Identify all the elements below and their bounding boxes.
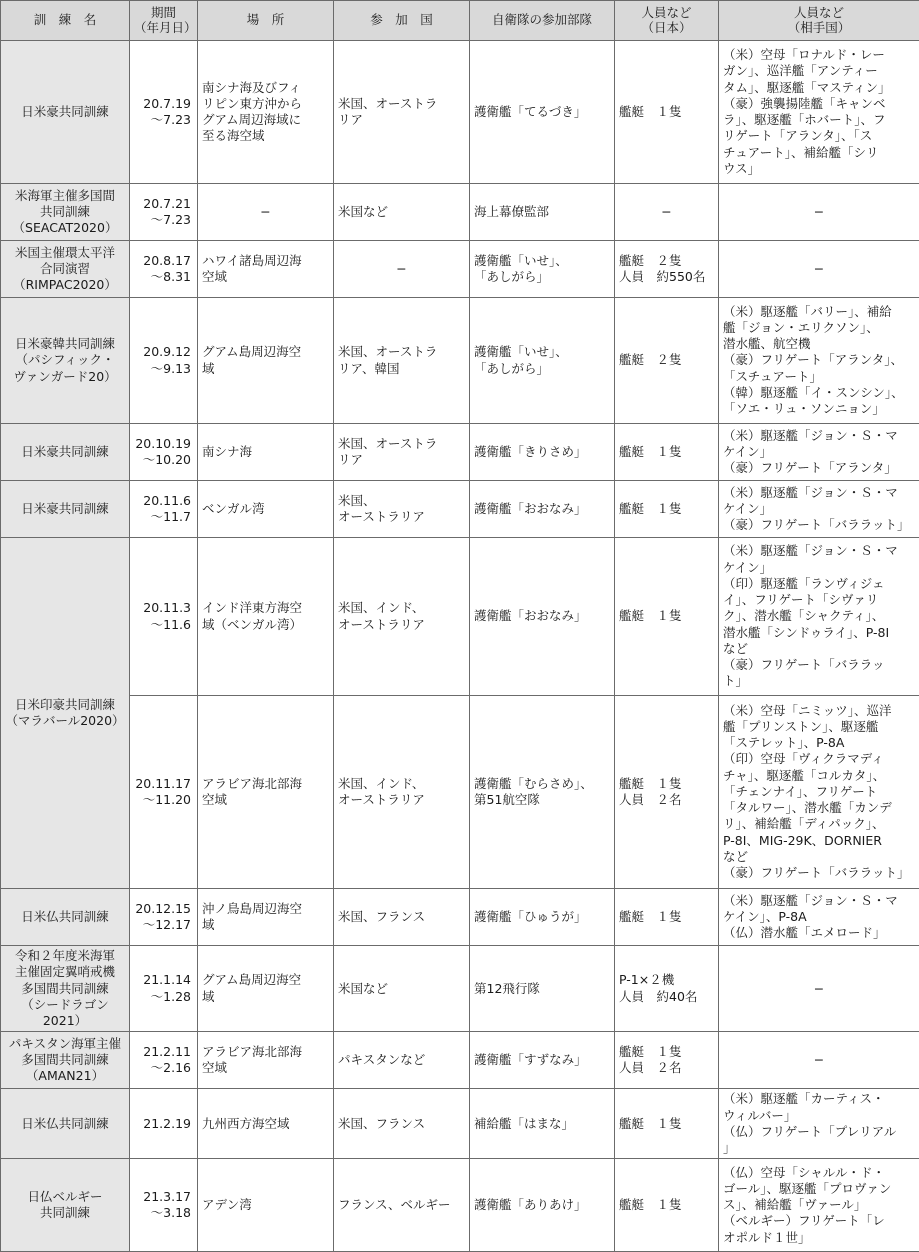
cell-line: 護衛艦「むらさめ」、 <box>474 775 593 791</box>
cell-line: − <box>396 260 407 276</box>
cell-line: 潜水艦「シンドゥライ」、P-8I <box>723 624 890 640</box>
cell-period <box>130 241 198 298</box>
cell-line: 20.8.17 <box>143 252 191 268</box>
cell-line: ラ」、駆逐艦「ホバート」、フ <box>723 112 886 127</box>
table-row <box>1 1032 919 1089</box>
table-body <box>1 41 919 1252</box>
cell-line: 20.11.17 <box>135 775 191 791</box>
cell-line: （米）空母「ロナルド・レー <box>723 47 885 62</box>
cell-line: 日米豪韓共同訓練 <box>14 336 115 352</box>
cell-line: 域 <box>202 988 215 1004</box>
cell-line: 日米仏共同訓練 <box>21 1115 109 1131</box>
cell-countries <box>334 298 470 424</box>
cell-line: アラビア海北部海 <box>202 1044 303 1059</box>
cell-personnel-japan <box>615 696 719 889</box>
cell-line: 護衛艦「すずなみ」 <box>474 1052 587 1068</box>
cell-line: （米）駆逐艦「カーティス・ <box>723 1091 885 1107</box>
cell-line: 「ステレット」、P-8A <box>723 735 845 751</box>
cell-line: 20.7.19 <box>143 95 191 111</box>
cell-line: （AMAN21） <box>25 1068 105 1084</box>
cell-line: （豪）フリゲート「バララッ <box>723 657 885 673</box>
cell-line: ケイン」 <box>723 500 773 516</box>
cell-line: （マラバール2020） <box>5 713 125 728</box>
cell-line: 20.10.19 <box>135 435 191 451</box>
cell-line: （ベルギー）フリゲート「レ <box>723 1213 885 1229</box>
cell-line: 南シナ海 <box>202 443 253 459</box>
cell-line: （シードラゴン2021） <box>21 996 109 1028</box>
cell-line: 日米豪共同訓練 <box>21 103 109 119</box>
cell-place <box>198 241 334 298</box>
cell-countries <box>334 696 470 889</box>
cell-line: 「あしがら」 <box>474 269 550 284</box>
cell-personnel-partner <box>719 1032 919 1089</box>
cell-line: − <box>813 1052 825 1068</box>
cell-line: イ」、フリゲート「シヴァリ <box>723 592 879 608</box>
cell-line: リピン東方沖から <box>202 95 303 111</box>
cell-line: 艦艇 １隻 <box>619 775 682 791</box>
cell-line: グアム島周辺海空 <box>202 344 302 360</box>
cell-personnel-partner <box>719 696 919 889</box>
cell-personnel-japan <box>615 481 719 538</box>
cell-line: 米国、フランス <box>338 908 426 924</box>
cell-line: 日米印豪共同訓練 <box>14 696 115 712</box>
cell-line: 人員 ２名 <box>619 792 682 807</box>
cell-line: − <box>260 203 271 219</box>
cell-line: 」 <box>723 1140 736 1155</box>
cell-line: 「あしがら」 <box>474 360 550 376</box>
cell-line: 空域 <box>202 269 228 284</box>
cell-line: 〜7.23 <box>150 112 191 127</box>
cell-line: 補給艦「はまな」 <box>474 1115 575 1131</box>
cell-period <box>130 889 198 946</box>
cell-place <box>198 184 334 241</box>
cell-place <box>198 1089 334 1159</box>
cell-period <box>130 1089 198 1159</box>
cell-place <box>198 41 334 184</box>
cell-personnel-partner <box>719 889 919 946</box>
cell-line: 米国、オーストラ <box>338 344 438 360</box>
cell-name <box>1 298 130 424</box>
cell-personnel-japan <box>615 889 719 946</box>
header-row <box>1 1 919 41</box>
cell-line: 合同演習 <box>39 260 90 276</box>
cell-countries <box>334 1089 470 1159</box>
cell-personnel-partner <box>719 184 919 241</box>
cell-line: パキスタン海軍主催 <box>8 1035 122 1051</box>
cell-line: 主催固定翼哨戒機 <box>14 964 115 980</box>
cell-line: 〜11.7 <box>150 509 191 524</box>
cell-line: 護衛艦「いせ」、 <box>474 252 568 268</box>
cell-line: 日米豪共同訓練 <box>21 500 109 516</box>
cell-line: 〜11.20 <box>142 792 191 807</box>
cell-line: 〜8.31 <box>150 269 191 284</box>
cell-personnel-partner <box>719 424 919 481</box>
cell-personnel-japan <box>615 1032 719 1089</box>
cell-units <box>470 298 615 424</box>
cell-line: （米）駆逐艦「ジョン・Ｓ・マ <box>723 892 898 908</box>
cell-line: オーストラリア <box>338 792 425 807</box>
cell-name <box>1 1032 130 1089</box>
cell-countries <box>334 241 470 298</box>
cell-personnel-japan <box>615 1159 719 1252</box>
cell-name <box>1 946 130 1032</box>
cell-name <box>1 184 130 241</box>
cell-personnel-partner <box>719 481 919 538</box>
cell-line: ハワイ諸島周辺海 <box>202 252 302 268</box>
cell-line: 〜1.28 <box>150 988 191 1004</box>
cell-line: 艦艇 １隻 <box>619 1044 682 1059</box>
cell-name <box>1 538 130 889</box>
cell-line: 米国など <box>338 203 389 219</box>
cell-countries <box>334 424 470 481</box>
cell-line: 20.12.15 <box>135 900 191 916</box>
cell-line: 「ソエ・リュ・ソンニョン」 <box>723 401 885 417</box>
cell-line: リア <box>338 452 364 467</box>
cell-line: リア、韓国 <box>338 360 400 376</box>
cell-line: （SEACAT2020） <box>12 220 118 236</box>
cell-units <box>470 41 615 184</box>
cell-line: （パシフィック・ <box>15 352 115 368</box>
cell-units <box>470 538 615 696</box>
cell-line: ベンガル湾 <box>202 500 265 516</box>
cell-line: ゴール」、駆逐艦「プロヴァン <box>723 1180 892 1196</box>
cell-units <box>470 184 615 241</box>
cell-line: リ」、補給艦「ディパック」、 <box>723 816 885 832</box>
cell-line: 米国、インド、 <box>338 600 425 616</box>
cell-personnel-japan <box>615 241 719 298</box>
cell-units <box>470 946 615 1032</box>
table-row <box>1 424 919 481</box>
header-units: 自衛隊の参加部隊 <box>470 1 615 41</box>
cell-line: 共同訓練 <box>39 203 90 219</box>
cell-line: 沖ノ鳥島周辺海空 <box>202 900 303 916</box>
table-row <box>1 1159 919 1252</box>
cell-line: パキスタンなど <box>338 1052 426 1068</box>
header-name: 訓 練 名 <box>1 1 130 41</box>
cell-period <box>130 424 198 481</box>
cell-line: 米海軍主催多国間 <box>14 187 115 203</box>
cell-line: ト」 <box>723 673 749 689</box>
header-countries: 参 加 国 <box>334 1 470 41</box>
cell-line: 〜11.6 <box>150 616 191 632</box>
cell-line: 艦艇 １隻 <box>619 1115 682 1131</box>
cell-name <box>1 481 130 538</box>
cell-line: 人員 ２名 <box>619 1060 682 1076</box>
cell-units <box>470 481 615 538</box>
cell-line: 米国、 <box>338 492 376 508</box>
cell-line: − <box>813 980 825 996</box>
cell-line: ク」、潜水艦「シャクティ」、 <box>723 608 885 624</box>
cell-line: 艦艇 １隻 <box>619 443 682 459</box>
cell-line: オーストラリア <box>338 616 425 632</box>
cell-line: − <box>813 260 825 276</box>
cell-line: 21.2.19 <box>143 1115 191 1131</box>
table-row <box>1 481 919 538</box>
cell-line: 〜7.23 <box>150 212 191 227</box>
cell-line: P-8I、MIG-29K、DORNIER <box>723 832 882 848</box>
table-row <box>1 298 919 424</box>
cell-line: ヴァンガード20） <box>13 368 117 384</box>
cell-line: ケイン」 <box>723 559 773 575</box>
cell-line: 艦艇 １隻 <box>619 608 682 624</box>
cell-place <box>198 538 334 696</box>
cell-line: タム」、駆逐艦「マスティン」 <box>723 79 891 95</box>
cell-line: 護衛艦「おおなみ」 <box>474 608 587 624</box>
cell-countries <box>334 889 470 946</box>
header-personnel-partner: 人員など （相手国） <box>719 1 919 41</box>
cell-line: 「チェンナイ」、フリゲート <box>723 783 878 799</box>
cell-line: ス」、補給艦「ヴァール」 <box>723 1197 867 1213</box>
header-period: 期間 （年月日） <box>130 1 198 41</box>
cell-line: ウス」 <box>723 160 761 176</box>
cell-period <box>130 946 198 1032</box>
cell-line: 「スチュアート」 <box>723 368 823 384</box>
table-row <box>1 241 919 298</box>
cell-line: （仏）空母「シャルル・ド・ <box>723 1164 885 1180</box>
cell-line: リゲート「アランタ」、「ス <box>723 128 873 144</box>
cell-units <box>470 889 615 946</box>
cell-line: （米）駆逐艦「ジョン・Ｓ・マ <box>723 484 898 500</box>
cell-line: チャ」、駆逐艦「コルカタ」、 <box>723 767 886 783</box>
cell-countries <box>334 1032 470 1089</box>
cell-line: （豪）フリゲート「アランタ」、 <box>723 352 904 368</box>
cell-line: 護衛艦「てるづき」 <box>474 103 587 119</box>
cell-units <box>470 1159 615 1252</box>
cell-line: （豪）フリゲート「アランタ」 <box>723 460 897 476</box>
header-personnel-japan: 人員など （日本） <box>615 1 719 41</box>
cell-line: 〜9.13 <box>150 360 191 376</box>
cell-personnel-japan <box>615 41 719 184</box>
cell-line: 「タルワー」、潜水艦「カンデ <box>723 800 892 816</box>
cell-personnel-partner <box>719 298 919 424</box>
cell-line: 南シナ海及びフィ <box>202 79 302 95</box>
cell-period <box>130 538 198 696</box>
cell-line: 20.9.12 <box>143 344 191 360</box>
cell-line: リア <box>338 112 364 127</box>
cell-line: （米）駆逐艦「ジョン・Ｓ・マ <box>723 427 898 443</box>
cell-line: フランス、ベルギー <box>338 1197 451 1213</box>
cell-line: （米）駆逐艦「バリー」、補給 <box>723 303 892 319</box>
cell-name <box>1 241 130 298</box>
cell-personnel-partner <box>719 946 919 1032</box>
cell-line: 艦艇 ２隻 <box>619 352 682 368</box>
cell-personnel-japan <box>615 538 719 696</box>
cell-line: （韓）駆逐艦「イ・スンシン」、 <box>723 384 904 400</box>
cell-name <box>1 424 130 481</box>
table-row <box>1 184 919 241</box>
cell-line: 艦艇 １隻 <box>619 500 682 516</box>
cell-line: 海上幕僚監部 <box>474 203 550 219</box>
cell-line: 艦艇 １隻 <box>619 908 682 924</box>
cell-line: オーストラリア <box>338 509 425 524</box>
cell-line: 米国、オーストラ <box>338 435 438 451</box>
cell-line: 20.7.21 <box>143 195 191 211</box>
cell-line: 多国間共同訓練 <box>21 980 109 996</box>
cell-line: アデン湾 <box>202 1197 252 1213</box>
cell-countries <box>334 946 470 1032</box>
cell-period <box>130 41 198 184</box>
cell-period <box>130 481 198 538</box>
cell-line: （印）駆逐艦「ランヴィジェ <box>723 575 885 591</box>
header-place: 場 所 <box>198 1 334 41</box>
cell-line: ケイン」、P-8A <box>723 908 807 924</box>
cell-line: 護衛艦「ありあけ」 <box>474 1197 587 1213</box>
cell-line: 艦艇 １隻 <box>619 103 682 119</box>
cell-line: 米国主催環太平洋 <box>14 244 115 260</box>
table-row <box>1 946 919 1032</box>
cell-personnel-partner <box>719 1159 919 1252</box>
cell-line: など <box>723 640 749 656</box>
cell-personnel-japan <box>615 184 719 241</box>
cell-name <box>1 41 130 184</box>
cell-countries <box>334 41 470 184</box>
cell-personnel-partner <box>719 41 919 184</box>
cell-line: （豪）フリゲート「バララット」 <box>723 517 910 533</box>
cell-units <box>470 1089 615 1159</box>
cell-line: 域 <box>202 360 215 376</box>
cell-line: オポルド１世」 <box>723 1229 811 1245</box>
cell-period <box>130 184 198 241</box>
cell-countries <box>334 184 470 241</box>
cell-personnel-japan <box>615 298 719 424</box>
cell-personnel-japan <box>615 946 719 1032</box>
cell-period <box>130 1159 198 1252</box>
cell-line: − <box>813 203 825 219</box>
cell-personnel-partner <box>719 1089 919 1159</box>
cell-line: （豪）強襲揚陸艦「キャンベ <box>723 95 886 111</box>
cell-units <box>470 241 615 298</box>
cell-place <box>198 1032 334 1089</box>
cell-line: 艦「ジョン・エリクソン」、 <box>723 319 879 335</box>
cell-name <box>1 1159 130 1252</box>
cell-line: 護衛艦「おおなみ」 <box>474 500 587 516</box>
cell-place <box>198 481 334 538</box>
cell-line: 艦艇 １隻 <box>619 1197 682 1213</box>
cell-line: 第51航空隊 <box>474 792 540 807</box>
cell-line: インド洋東方海空 <box>202 600 303 616</box>
cell-line: 人員 約40名 <box>619 988 698 1004</box>
cell-period <box>130 696 198 889</box>
cell-line: 域（ベンガル湾） <box>202 616 303 632</box>
cell-line: （米）駆逐艦「ジョン・Ｓ・マ <box>723 543 898 559</box>
cell-personnel-partner <box>719 538 919 696</box>
cell-line: 21.2.11 <box>143 1044 191 1059</box>
table-row <box>1 696 919 889</box>
cell-line: など <box>723 848 749 864</box>
cell-period <box>130 1032 198 1089</box>
cell-line: グアム島周辺海空 <box>202 972 302 988</box>
cell-line: 20.11.6 <box>143 492 191 508</box>
cell-line: 米国、オーストラ <box>338 95 438 111</box>
cell-place <box>198 298 334 424</box>
cell-line: チュアート」、補給艦「シリ <box>723 144 879 160</box>
cell-line: 艦艇 ２隻 <box>619 252 682 268</box>
cell-line: ウィルバー」 <box>723 1107 797 1123</box>
cell-units <box>470 424 615 481</box>
cell-line: 第12飛行隊 <box>474 980 540 996</box>
cell-line: 21.3.17 <box>143 1189 191 1204</box>
cell-line: 多国間共同訓練 <box>21 1052 109 1068</box>
cell-place <box>198 1159 334 1252</box>
cell-line: 九州西方海空域 <box>202 1115 290 1131</box>
cell-line: 護衛艦「ひゅうが」 <box>474 908 587 924</box>
cell-line: （印）空母「ヴィクラマディ <box>723 751 884 767</box>
cell-line: 〜3.18 <box>150 1205 191 1221</box>
cell-line: 護衛艦「きりさめ」 <box>474 443 587 459</box>
cell-line: 20.11.3 <box>143 600 191 616</box>
cell-units <box>470 1032 615 1089</box>
cell-line: ケイン」 <box>723 443 773 459</box>
cell-line: 艦「プリンストン」、駆逐艦 <box>723 718 879 734</box>
cell-line: 人員 約550名 <box>619 269 706 284</box>
cell-line: 令和２年度米海軍 <box>14 948 115 963</box>
cell-countries <box>334 1159 470 1252</box>
cell-line: （仏）潜水艦「エメロード」 <box>723 925 886 941</box>
cell-line: グアム周辺海域に <box>202 112 302 127</box>
cell-line: 護衛艦「いせ」、 <box>474 344 568 360</box>
cell-countries <box>334 481 470 538</box>
cell-line: 空域 <box>202 792 228 807</box>
cell-line: （RIMPAC2020） <box>13 277 117 293</box>
cell-period <box>130 298 198 424</box>
cell-line: 21.1.14 <box>143 972 191 988</box>
table-row <box>1 41 919 184</box>
table-row <box>1 1089 919 1159</box>
cell-line: − <box>661 203 672 219</box>
cell-personnel-japan <box>615 424 719 481</box>
cell-place <box>198 696 334 889</box>
cell-line: （豪）フリゲート「バララット」 <box>723 865 910 881</box>
table-row <box>1 889 919 946</box>
cell-place <box>198 946 334 1032</box>
cell-line: ガン」、巡洋艦「アンティー <box>723 63 878 79</box>
cell-line: 共同訓練 <box>39 1205 90 1221</box>
cell-line: 日米豪共同訓練 <box>21 443 109 459</box>
cell-name <box>1 1089 130 1159</box>
cell-line: 米国、フランス <box>338 1115 426 1131</box>
cell-line: 〜2.16 <box>150 1060 191 1076</box>
cell-line: アラビア海北部海 <box>202 775 303 791</box>
cell-line: 至る海空域 <box>202 128 265 144</box>
cell-line: 〜12.17 <box>142 917 191 932</box>
cell-line: （仏）フリゲート「プレリアル <box>723 1123 897 1139</box>
cell-line: 米国、インド、 <box>338 775 425 791</box>
cell-line: 空域 <box>202 1060 228 1076</box>
cell-line: 米国など <box>338 980 389 996</box>
cell-name <box>1 889 130 946</box>
cell-line: 日仏ベルギー <box>27 1189 103 1204</box>
cell-units <box>470 696 615 889</box>
cell-line: 域 <box>202 917 215 932</box>
cell-line: 日米仏共同訓練 <box>21 908 109 924</box>
cell-personnel-japan <box>615 1089 719 1159</box>
cell-line: P-1×２機 <box>619 972 675 988</box>
cell-personnel-partner <box>719 241 919 298</box>
cell-line: 〜10.20 <box>142 452 191 467</box>
cell-place <box>198 889 334 946</box>
cell-countries <box>334 538 470 696</box>
cell-line: 潜水艦、航空機 <box>723 336 811 352</box>
cell-place <box>198 424 334 481</box>
cell-line: （米）空母「ニミッツ」、巡洋 <box>723 702 892 718</box>
table-row <box>1 538 919 696</box>
